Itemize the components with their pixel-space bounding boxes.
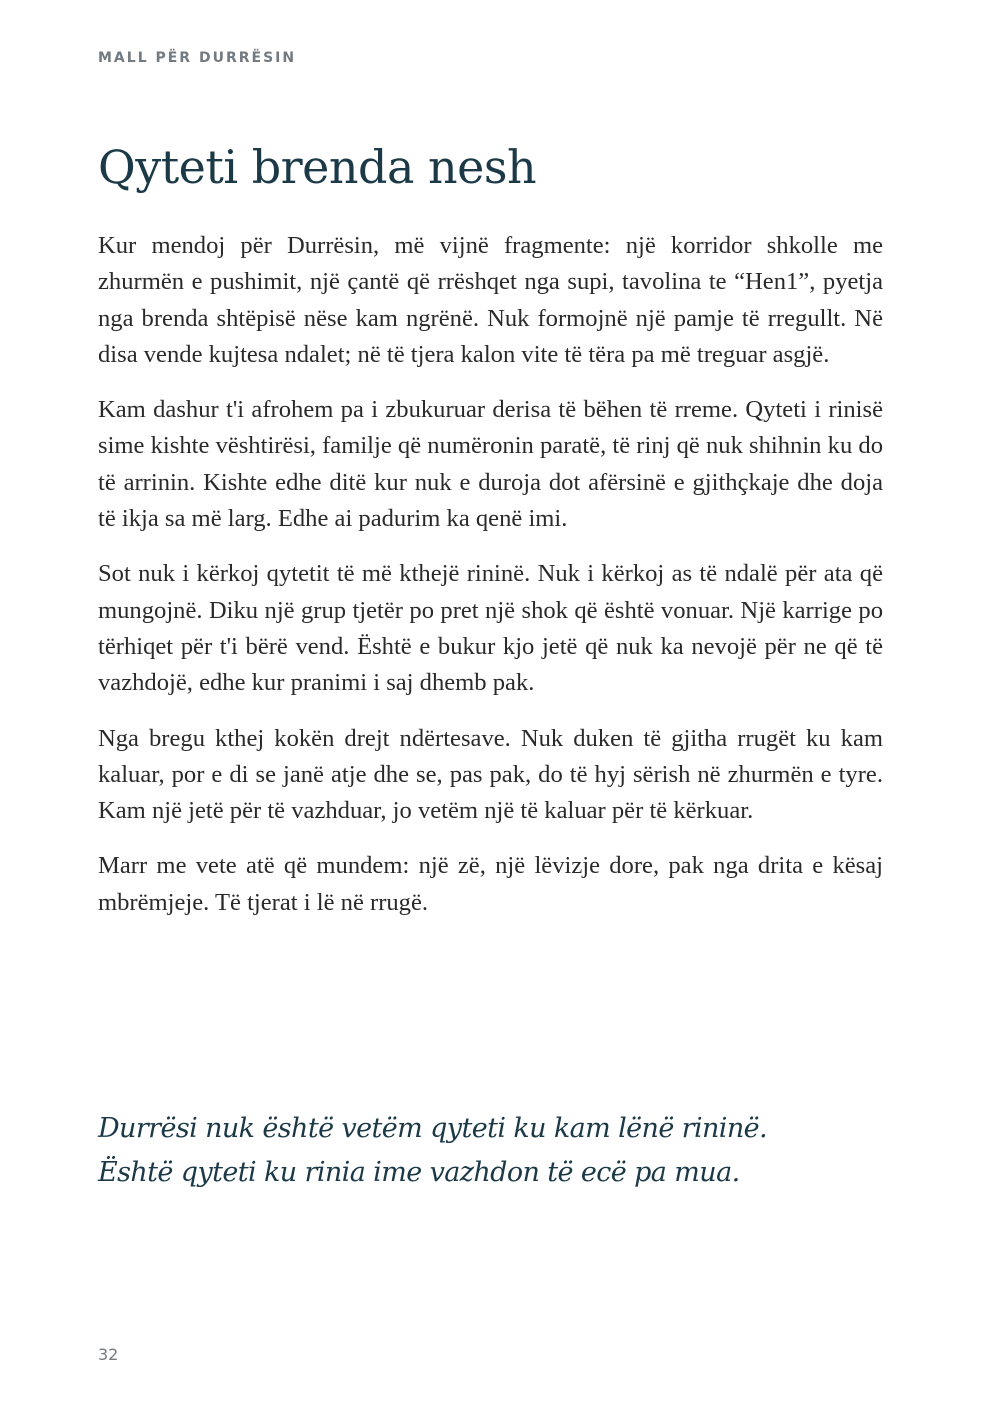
paragraph: Kur mendoj për Durrësin, më vijnë fragmente: një korridor shkolle me zhurmën e pushimit, një çantë që rrëshqet nga supi, tavolina te “Hen1”, pyetja nga brenda shtëpisë nëse kam ngrënë. Nuk formojnë një pamje të rregullt. Në disa vende kujtesa ndalet; në të tjera kalon vite të tëra pa më treguar asgjë. [98,232,883,368]
chapter-body [98,228,883,940]
paragraph: Sot nuk i kërkoj qytetit të më kthejë rininë. Nuk i kërkoj as të ndalë për ata që mungojnë. Diku një grup tjetër po pret një shok që është vonuar. Një karrige po tërhiqet për t'i bërë vend. Është e bukur kjo jetë që nuk ka nevojë për ne që të vazhdojë, edhe kur pranimi i saj dhemb pak. [98,560,883,697]
closing-line: Durrësi nuk është vetëm qyteti ku kam lënë rininë. [98,1113,767,1144]
book-page [98,0,883,1419]
running-header: MALL PËR DURRËSIN [98,50,297,66]
chapter-title: Qyteti brenda nesh [98,140,537,194]
paragraph: Kam dashur t'i afrohem pa i zbukuruar derisa të bëhen të rreme. Qyteti i rinisë sime kishte vështirësi, familje që numëronin paratë, të rinj që nuk shihnin ku do të arrinin. Kishte edhe ditë kur nuk e duroja dot afërsinë e gjithçkaje dhe doja të ikja sa më larg. Edhe ai padurim ka qenë imi. [98,396,883,533]
page-number: 32 [98,1345,119,1364]
paragraph: Marr me vete atë që mundem: një zë, një lëvizje dore, pak nga drita e kësaj mbrëmjeje. Të tjerat i lë në rrugë. [98,852,883,916]
paragraph: Nga bregu kthej kokën drejt ndërtesave. Nuk duken të gjitha rrugët ku kam kaluar, por e di se janë atje dhe se, pas pak, do të hyj sërish në zhurmën e tyre. Kam një jetë për të vazhduar, jo vetëm një të kaluar për të kërkuar. [98,724,883,825]
closing-quote [98,1107,883,1195]
closing-line: Është qyteti ku rinia ime vazhdon të ecë pa mua. [98,1157,740,1188]
